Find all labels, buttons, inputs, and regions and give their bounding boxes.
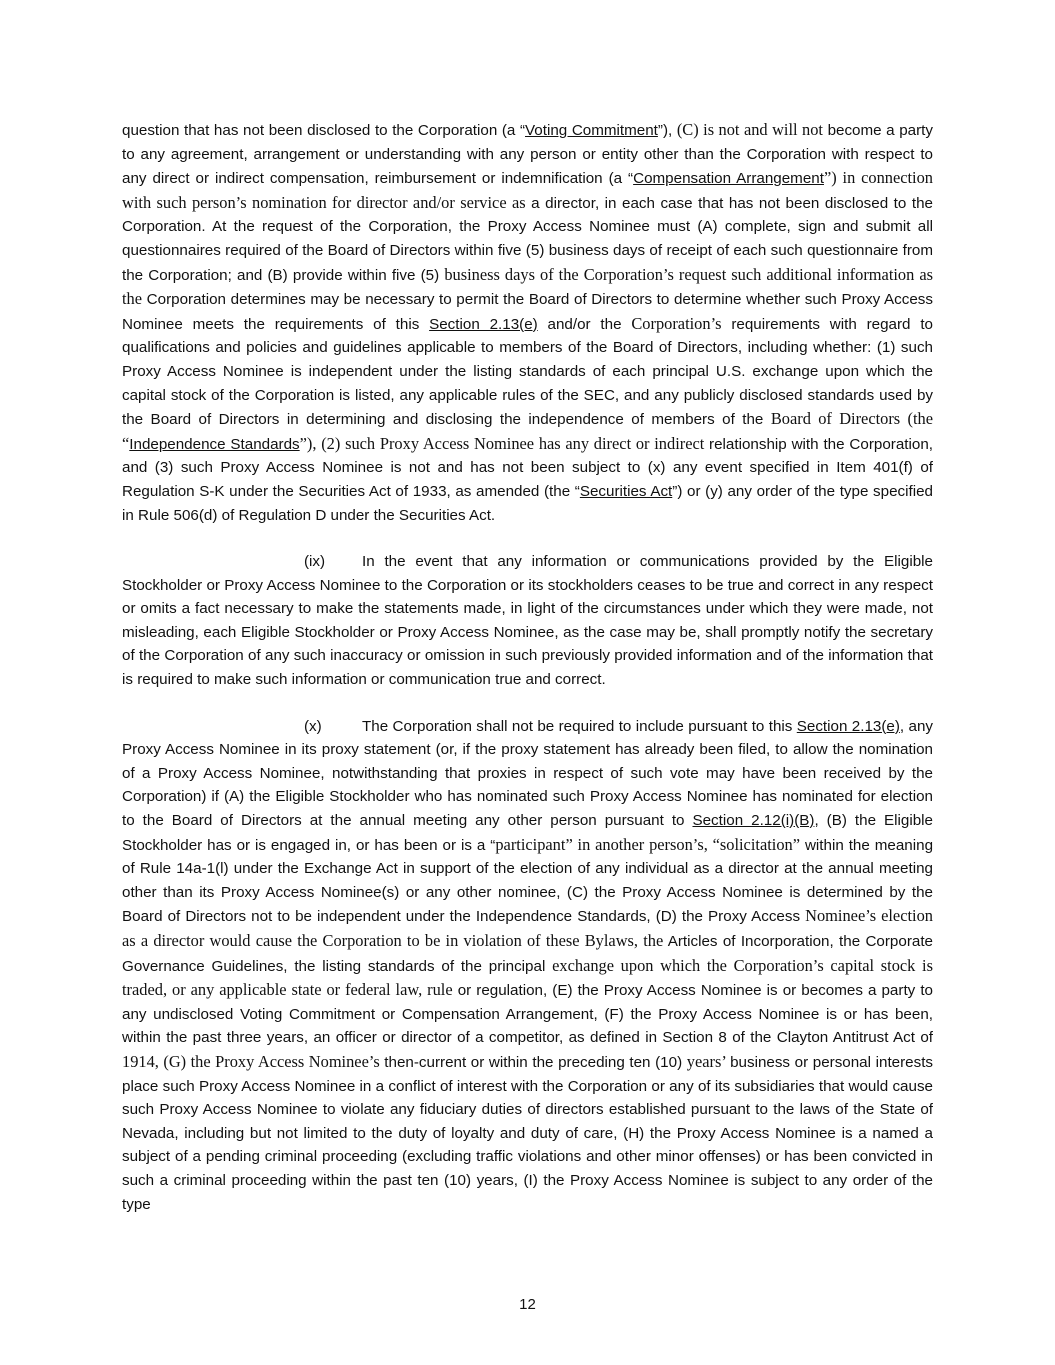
defined-term: Compensation Arrangement: [633, 170, 824, 188]
document-body: [122, 118, 933, 1216]
text-run-serif: exchange upon which the Corporation’s capital stock is traded, or any applicable state or federal law, rule: [122, 955, 933, 1000]
text-run: Corporation determines may be necessary to permit the Board of Directors to determine whether such Proxy Access Nominee meets the requirements of this: [122, 291, 933, 333]
text-run-serif: years’: [686, 1051, 731, 1071]
text-run: relationship with the Corporation, and (3) such Proxy Access Nominee is not and has not been subject to (x) any event specified in Item 401(f) of Regulation S-K under the Securities Act of 1933, as amended (the “: [122, 435, 933, 500]
defined-term: Section 2.13(e): [796, 717, 900, 735]
text-run-serif: ”), (2) such Proxy Access Nominee has any direct or indirect: [299, 433, 710, 453]
text-run-serif: (C) is not and will not: [676, 120, 823, 139]
text-run: and/or the: [537, 315, 632, 333]
text-run-serif: business days of the Corporation’s request such additional information as the: [122, 264, 933, 309]
text-run: ”),: [657, 122, 677, 139]
paragraph: [122, 550, 933, 692]
defined-term: Section 2.13(e): [429, 315, 538, 333]
text-run-serif: participant: [495, 834, 566, 854]
page-number: 12: [519, 1296, 536, 1313]
text-run-serif: person’s, “solicitation”: [649, 834, 800, 854]
text-run-serif: ” in another: [565, 834, 650, 854]
text-run-serif: (the “: [122, 409, 933, 453]
text-run-serif: Corporation’s: [631, 313, 722, 333]
text-run: Articles of Incorporation, the Corporate Governance Guidelines, the listing standards of the principal: [122, 933, 933, 975]
text-run: become a party to any agreement, arrangement or understanding with any person or entity other than the Corporation with respect to any direct or indirect compensation, reimbursement or indemnification (a “: [122, 122, 933, 188]
text-run: business or personal interests place such Proxy Access Nominee in a conflict of interest with the Corporation or any of its subsidiaries that would cause such Proxy Access Nominee to violate any fiduciary duties of directors established pursuant to the laws of the State of Nevada, including but not limited to the duty of loyalty and duty of care, (H) the Proxy Access Nominee is a named a subject of a pending criminal proceeding (excluding traffic violations and other minor offenses) or has been convicted in such a criminal proceeding within the past ten (10) years, (I) the Proxy Access Nominee is subject to any order of the type: [122, 1053, 934, 1213]
text-run: a director, in each case that has not been disclosed to the Corporation. At the request of the Corporation, the Proxy Access Nominee must (A) complete, sign and submit all questionnaires required of the Board of Directors within five (5) business days of receipt of each such questionnaire from the Corporation; and (B) provide within five (5): [122, 194, 933, 284]
text-run: within the meaning of Rule 14a-1(l) under the Exchange Act in support of the election of any individual as a director at the annual meeting other than its Proxy Access Nominee(s) or any other nominee, (C) the Proxy Access Nominee is determined by the Board of Directors not to be independent under the Independence Standards, (D) the Proxy Access: [122, 836, 934, 926]
text-run: , any Proxy Access Nominee in its proxy statement (or, if the proxy statement has already been filed, to allow the nomination of a Proxy Access Nominee, notwithstanding that proxies in respect of such vote may have been received by the Corporation) if (A) the Eligible Stockholder who has nominated such Proxy Access Nominee has nominated for election to the Board of Directors at the annual meeting any other person pursuant to: [122, 717, 933, 830]
text-run: The Corporation shall not be required to include pursuant to this: [362, 717, 797, 735]
paragraph: [122, 715, 933, 1216]
defined-term: Independence Standards: [129, 435, 300, 453]
text-run: question that has not been disclosed to the Corporation (a “: [122, 122, 526, 139]
text-run: ”) or (y) any order of the type specified in Rule 506(d) of Regulation D under the Securities Act.: [122, 482, 933, 524]
text-run: then-current or within the preceding ten (10): [384, 1053, 687, 1071]
text-run: , (B) the Eligible Stockholder has or is engaged in, or has been or is a “: [122, 812, 933, 854]
paragraph-marker: (ix): [304, 553, 326, 571]
defined-term: Securities Act: [579, 482, 673, 500]
defined-term: Section 2.12(i)(B): [692, 812, 815, 830]
text-run-serif: ”) in connection with such person’s nomination for director and/or service as: [122, 168, 934, 212]
text-run: In the event that any information or communications provided by the Eligible Stockholder or Proxy Access Nominee to the Corporation or its stockholders ceases to be true and correct in any respect or omits a fact necessary to make the statements made, in light of the circumstances under which they were made, not misleading, each Eligible Stockholder or Proxy Access Nominee, as the case may be, shall promptly notify the secretary of the Corporation of any such inaccuracy or omission in such previously provided information and of the information that is required to make such information or communication true and correct.: [122, 553, 933, 689]
paragraph: [122, 118, 933, 527]
text-run-serif: 1914, (G) the Proxy Access Nominee’s: [122, 1051, 385, 1071]
text-run: or regulation, (E) the Proxy Access Nominee is or becomes a party to any undisclosed Voting Commitment or Compensation Arrangement, (F) the Proxy Access Nominee is or has been, within the past three years, an officer or director of a competitor, as defined in Section 8 of the Clayton Antitrust Act of: [122, 982, 933, 1047]
text-run: requirements with regard to qualifications and policies and guidelines applicable to members of the Board of Directors, including whether: (1) such Proxy Access Nominee is independent under the listing standards of each principal U.S. exchange upon which the capital stock of the Corporation is listed, any applicable rules of the SEC, and any publicly disclosed standards used by the Board of Directors in determining and disclosing the independence of members of the: [122, 315, 933, 429]
paragraph-marker: (x): [304, 717, 322, 735]
text-run-serif: Nominee’s election as a director would cause the Corporation to be in violation of these Bylaws, the: [122, 906, 933, 950]
text-run-serif: Board of Directors: [770, 409, 901, 429]
defined-term: Voting Commitment: [525, 122, 658, 139]
